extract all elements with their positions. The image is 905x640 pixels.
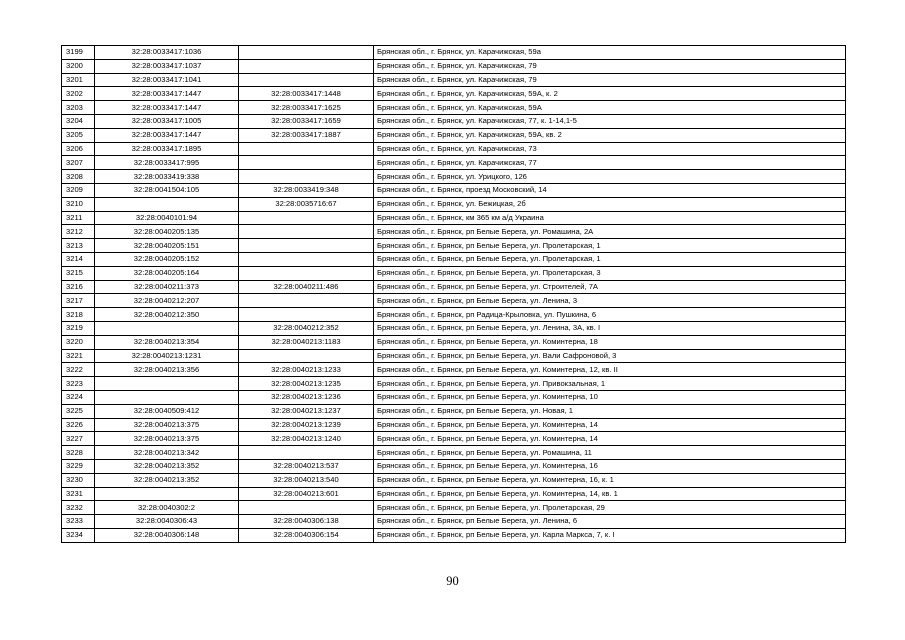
row-number-cell: 3213 [62, 239, 95, 253]
address-cell: Брянская обл., г. Брянск, рп Белые Берега, ул. Ленина, 3А, кв. I [374, 321, 846, 335]
table-row [62, 197, 846, 211]
table-row [62, 501, 846, 515]
address-cell: Брянская обл., г. Брянск, рп Белые Берега, ул. Пролетарская, 3 [374, 266, 846, 280]
table-row [62, 349, 846, 363]
related-cadastral-number-cell [239, 266, 374, 280]
row-number-cell: 3224 [62, 390, 95, 404]
related-cadastral-number-cell: 32:28:0040212:352 [239, 321, 374, 335]
related-cadastral-number-cell [239, 501, 374, 515]
address-cell: Брянская обл., г. Брянск, ул. Карачижская, 77, к. 1-14,1-5 [374, 114, 846, 128]
table-row [62, 211, 846, 225]
cadastral-number-cell [95, 321, 239, 335]
cadastral-number-cell [95, 487, 239, 501]
cadastral-number-cell: 32:28:0033417:1447 [95, 128, 239, 142]
related-cadastral-number-cell [239, 156, 374, 170]
cadastral-number-cell: 32:28:0041504:105 [95, 183, 239, 197]
related-cadastral-number-cell: 32:28:0033417:1448 [239, 87, 374, 101]
related-cadastral-number-cell: 32:28:0040213:540 [239, 473, 374, 487]
cadastral-number-cell: 32:28:0040306:148 [95, 528, 239, 542]
address-cell: Брянская обл., г. Брянск, рп Радица-Крыловка, ул. Пушкина, 6 [374, 308, 846, 322]
table-row [62, 101, 846, 115]
address-cell: Брянская обл., г. Брянск, км 365 км а/д Украина [374, 211, 846, 225]
cadastral-number-cell [95, 377, 239, 391]
address-cell: Брянская обл., г. Брянск, рп Белые Берега, ул. Пролетарская, 1 [374, 252, 846, 266]
row-number-cell: 3207 [62, 156, 95, 170]
row-number-cell: 3227 [62, 432, 95, 446]
row-number-cell: 3228 [62, 446, 95, 460]
related-cadastral-number-cell: 32:28:0040213:1236 [239, 390, 374, 404]
row-number-cell: 3206 [62, 142, 95, 156]
row-number-cell: 3216 [62, 280, 95, 294]
related-cadastral-number-cell: 32:28:0040213:1239 [239, 418, 374, 432]
address-cell: Брянская обл., г. Брянск, ул. Карачижская, 59А, к. 2 [374, 87, 846, 101]
address-cell: Брянская обл., г. Брянск, рп Белые Берега, ул. Коминтерна, 14, кв. 1 [374, 487, 846, 501]
address-cell: Брянская обл., г. Брянск, ул. Карачижская, 77 [374, 156, 846, 170]
row-number-cell: 3214 [62, 252, 95, 266]
table-row [62, 59, 846, 73]
related-cadastral-number-cell [239, 446, 374, 460]
property-table [61, 45, 846, 543]
address-cell: Брянская обл., г. Брянск, рп Белые Берега, ул. Ромашина, 11 [374, 446, 846, 460]
table-row [62, 225, 846, 239]
cadastral-number-cell: 32:28:0033417:1037 [95, 59, 239, 73]
table-row [62, 446, 846, 460]
cadastral-number-cell: 32:28:0033417:1447 [95, 101, 239, 115]
row-number-cell: 3212 [62, 225, 95, 239]
related-cadastral-number-cell: 32:28:0033417:1625 [239, 101, 374, 115]
address-cell: Брянская обл., г. Брянск, рп Белые Берега, ул. Коминтерна, 16 [374, 459, 846, 473]
related-cadastral-number-cell [239, 142, 374, 156]
related-cadastral-number-cell: 32:28:0040306:154 [239, 528, 374, 542]
related-cadastral-number-cell: 32:28:0040213:537 [239, 459, 374, 473]
cadastral-number-cell: 32:28:0040213:342 [95, 446, 239, 460]
table-row [62, 528, 846, 542]
related-cadastral-number-cell [239, 73, 374, 87]
table-row [62, 266, 846, 280]
address-cell: Брянская обл., г. Брянск, проезд Московский, 14 [374, 183, 846, 197]
address-cell: Брянская обл., г. Брянск, рп Белые Берега, ул. Новая, 1 [374, 404, 846, 418]
cadastral-number-cell: 32:28:0040213:375 [95, 418, 239, 432]
cadastral-number-cell: 32:28:0040205:151 [95, 239, 239, 253]
row-number-cell: 3217 [62, 294, 95, 308]
table-row [62, 473, 846, 487]
table-row [62, 183, 846, 197]
address-cell: Брянская обл., г. Брянск, ул. Карачижская, 59а [374, 46, 846, 60]
address-cell: Брянская обл., г. Брянск, рп Белые Берега, ул. Коминтерна, 12, кв. II [374, 363, 846, 377]
address-cell: Брянская обл., г. Брянск, рп Белые Берега, ул. Строителей, 7А [374, 280, 846, 294]
table-row [62, 377, 846, 391]
related-cadastral-number-cell [239, 349, 374, 363]
cadastral-number-cell: 32:28:0040205:135 [95, 225, 239, 239]
cadastral-number-cell: 32:28:0040213:356 [95, 363, 239, 377]
address-cell: Брянская обл., г. Брянск, рп Белые Берега, ул. Коминтерна, 14 [374, 418, 846, 432]
cadastral-number-cell: 32:28:0040302:2 [95, 501, 239, 515]
related-cadastral-number-cell: 32:28:0040306:138 [239, 515, 374, 529]
address-cell: Брянская обл., г. Брянск, рп Белые Берега, ул. Коминтерна, 10 [374, 390, 846, 404]
row-number-cell: 3223 [62, 377, 95, 391]
related-cadastral-number-cell [239, 308, 374, 322]
cadastral-number-cell: 32:28:0040213:352 [95, 473, 239, 487]
address-cell: Брянская обл., г. Брянск, ул. Карачижская, 79 [374, 59, 846, 73]
cadastral-number-cell: 32:28:0040205:152 [95, 252, 239, 266]
cadastral-number-cell [95, 390, 239, 404]
address-cell: Брянская обл., г. Брянск, рп Белые Берега, ул. Пролетарская, 1 [374, 239, 846, 253]
row-number-cell: 3231 [62, 487, 95, 501]
row-number-cell: 3225 [62, 404, 95, 418]
row-number-cell: 3208 [62, 170, 95, 184]
table-row [62, 363, 846, 377]
cadastral-number-cell [95, 197, 239, 211]
related-cadastral-number-cell [239, 294, 374, 308]
address-cell: Брянская обл., г. Брянск, рп Белые Берега, ул. Вали Сафроновой, 3 [374, 349, 846, 363]
cadastral-number-cell: 32:28:0033417:1447 [95, 87, 239, 101]
table-row [62, 87, 846, 101]
address-cell: Брянская обл., г. Брянск, ул. Карачижская, 59А [374, 101, 846, 115]
row-number-cell: 3205 [62, 128, 95, 142]
related-cadastral-number-cell: 32:28:0040213:1233 [239, 363, 374, 377]
row-number-cell: 3230 [62, 473, 95, 487]
cadastral-number-cell: 32:28:0033417:1005 [95, 114, 239, 128]
related-cadastral-number-cell: 32:28:0033419:348 [239, 183, 374, 197]
table-row [62, 487, 846, 501]
page-number: 90 [446, 574, 459, 588]
address-cell: Брянская обл., г. Брянск, рп Белые Берега, ул. Ромашина, 2А [374, 225, 846, 239]
cadastral-number-cell: 32:28:0040212:207 [95, 294, 239, 308]
cadastral-number-cell: 32:28:0040101:94 [95, 211, 239, 225]
table-row [62, 321, 846, 335]
row-number-cell: 3211 [62, 211, 95, 225]
address-cell: Брянская обл., г. Брянск, ул. Бежицкая, 2б [374, 197, 846, 211]
row-number-cell: 3234 [62, 528, 95, 542]
cadastral-number-cell: 32:28:0033419:338 [95, 170, 239, 184]
related-cadastral-number-cell [239, 252, 374, 266]
row-number-cell: 3226 [62, 418, 95, 432]
table-row [62, 390, 846, 404]
row-number-cell: 3220 [62, 335, 95, 349]
related-cadastral-number-cell: 32:28:0040213:1240 [239, 432, 374, 446]
table-row [62, 142, 846, 156]
cadastral-number-cell: 32:28:0033417:1895 [95, 142, 239, 156]
related-cadastral-number-cell [239, 225, 374, 239]
table-row [62, 170, 846, 184]
address-cell: Брянская обл., г. Брянск, рп Белые Берега, ул. Коминтерна, 18 [374, 335, 846, 349]
address-cell: Брянская обл., г. Брянск, рп Белые Берега, ул. Карла Маркса, 7, к. I [374, 528, 846, 542]
row-number-cell: 3215 [62, 266, 95, 280]
table-row [62, 280, 846, 294]
row-number-cell: 3210 [62, 197, 95, 211]
related-cadastral-number-cell: 32:28:0040213:601 [239, 487, 374, 501]
address-cell: Брянская обл., г. Брянск, ул. Карачижская, 73 [374, 142, 846, 156]
row-number-cell: 3219 [62, 321, 95, 335]
address-cell: Брянская обл., г. Брянск, ул. Карачижская, 79 [374, 73, 846, 87]
related-cadastral-number-cell: 32:28:0040213:1237 [239, 404, 374, 418]
address-cell: Брянская обл., г. Брянск, рп Белые Берега, ул. Пролетарская, 29 [374, 501, 846, 515]
table-row [62, 46, 846, 60]
table-row [62, 308, 846, 322]
cadastral-number-cell: 32:28:0040211:373 [95, 280, 239, 294]
cadastral-number-cell: 32:28:0033417:1036 [95, 46, 239, 60]
address-cell: Брянская обл., г. Брянск, рп Белые Берега, ул. Коминтерна, 16, к. 1 [374, 473, 846, 487]
table-row [62, 73, 846, 87]
related-cadastral-number-cell: 32:28:0040211:486 [239, 280, 374, 294]
cadastral-number-cell: 32:28:0033417:995 [95, 156, 239, 170]
row-number-cell: 3209 [62, 183, 95, 197]
table-row [62, 252, 846, 266]
table-row [62, 114, 846, 128]
cadastral-number-cell: 32:28:0040213:354 [95, 335, 239, 349]
address-cell: Брянская обл., г. Брянск, рп Белые Берега, ул. Ленина, 3 [374, 294, 846, 308]
table-row [62, 128, 846, 142]
address-cell: Брянская обл., г. Брянск, рп Белые Берега, ул. Коминтерна, 14 [374, 432, 846, 446]
row-number-cell: 3202 [62, 87, 95, 101]
related-cadastral-number-cell [239, 46, 374, 60]
related-cadastral-number-cell [239, 239, 374, 253]
row-number-cell: 3232 [62, 501, 95, 515]
cadastral-number-cell: 32:28:0040213:375 [95, 432, 239, 446]
related-cadastral-number-cell [239, 59, 374, 73]
row-number-cell: 3199 [62, 46, 95, 60]
table-row [62, 404, 846, 418]
related-cadastral-number-cell: 32:28:0033417:1659 [239, 114, 374, 128]
related-cadastral-number-cell: 32:28:0033417:1887 [239, 128, 374, 142]
row-number-cell: 3203 [62, 101, 95, 115]
row-number-cell: 3204 [62, 114, 95, 128]
address-cell: Брянская обл., г. Брянск, ул. Урицкого, 126 [374, 170, 846, 184]
cadastral-number-cell: 32:28:0040213:1231 [95, 349, 239, 363]
related-cadastral-number-cell [239, 211, 374, 225]
table-row [62, 335, 846, 349]
row-number-cell: 3218 [62, 308, 95, 322]
address-cell: Брянская обл., г. Брянск, ул. Карачижская, 59А, кв. 2 [374, 128, 846, 142]
related-cadastral-number-cell [239, 170, 374, 184]
table-row [62, 418, 846, 432]
related-cadastral-number-cell: 32:28:0040213:1235 [239, 377, 374, 391]
table-row [62, 515, 846, 529]
cadastral-number-cell: 32:28:0040213:352 [95, 459, 239, 473]
address-cell: Брянская обл., г. Брянск, рп Белые Берега, ул. Привокзальная, 1 [374, 377, 846, 391]
row-number-cell: 3229 [62, 459, 95, 473]
row-number-cell: 3200 [62, 59, 95, 73]
cadastral-number-cell: 32:28:0040306:43 [95, 515, 239, 529]
related-cadastral-number-cell: 32:28:0035716:67 [239, 197, 374, 211]
row-number-cell: 3222 [62, 363, 95, 377]
address-cell: Брянская обл., г. Брянск, рп Белые Берега, ул. Ленина, 6 [374, 515, 846, 529]
table-row [62, 294, 846, 308]
row-number-cell: 3233 [62, 515, 95, 529]
related-cadastral-number-cell: 32:28:0040213:1183 [239, 335, 374, 349]
table-body [62, 46, 846, 543]
table-row [62, 156, 846, 170]
row-number-cell: 3201 [62, 73, 95, 87]
cadastral-number-cell: 32:28:0033417:1041 [95, 73, 239, 87]
table-row [62, 459, 846, 473]
cadastral-number-cell: 32:28:0040205:164 [95, 266, 239, 280]
table-row [62, 432, 846, 446]
row-number-cell: 3221 [62, 349, 95, 363]
cadastral-number-cell: 32:28:0040509:412 [95, 404, 239, 418]
cadastral-number-cell: 32:28:0040212:350 [95, 308, 239, 322]
table-row [62, 239, 846, 253]
